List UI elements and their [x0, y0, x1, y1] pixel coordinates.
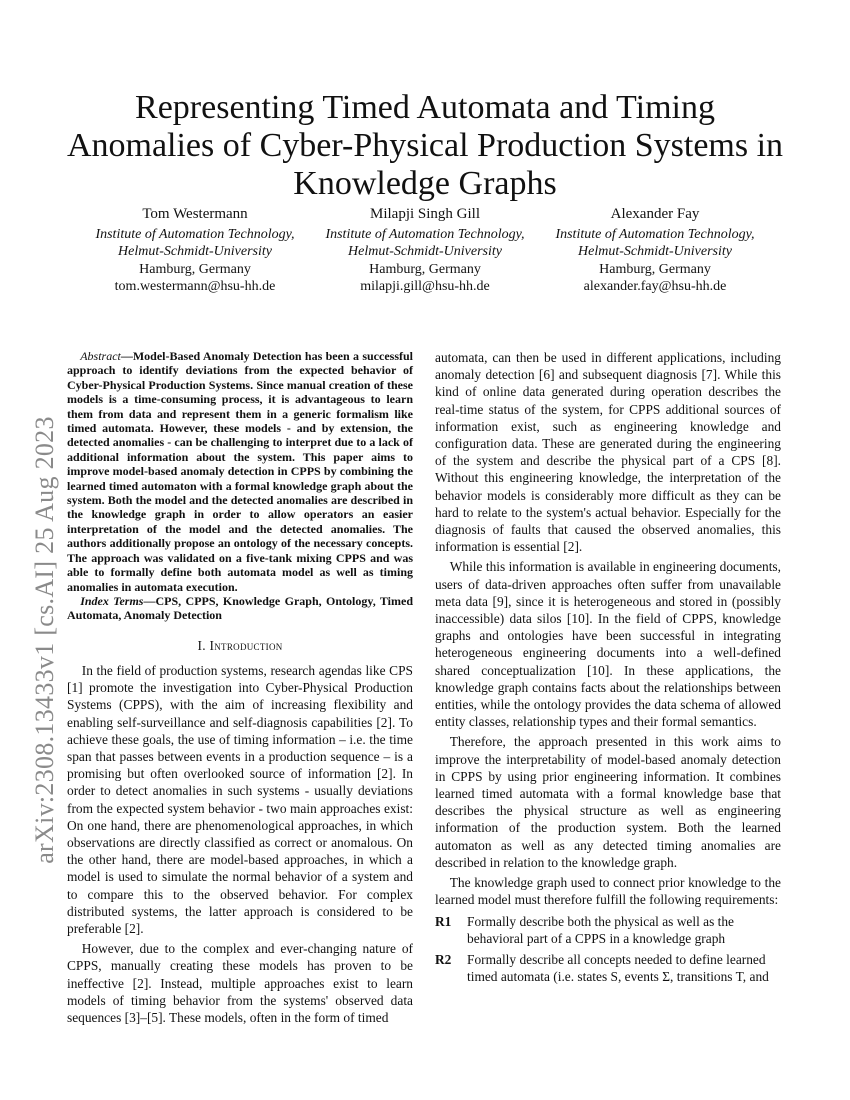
author-block — [80, 206, 770, 296]
index-terms-text: —CPS, CPPS, Knowledge Graph, Ontology, Timed Automata, Anomaly Detection — [67, 593, 413, 623]
paragraph: However, due to the complex and ever-changing nature of CPPS, manually creating these models has proven to be ineffective [2]. Instead, multiple approaches exist to learn models of timing behavior from the systems' observed data sequences [3]–[5]. These models, often in the form of timed — [67, 941, 413, 1025]
paragraph-continuation: automata, can then be used in different applications, including anomaly detection [6] and subsequent diagnosis [7]. While this kind of online data generated during operation describes the real-time status of the system, for CPPS additional sources of information exist, such as engineering knowledge and configuration data. These are generated during the engineering of the system and describe the physical part of a CPS [8]. Without this engineering knowledge, the interpretation of the behavior models is considerably more difficult as they can be hard to relate to the system's actual behavior. Especially for the diagnosis of faults that caused the observed anomalies, this information is essential [2]. — [435, 350, 781, 555]
author-affiliation: Institute of Automation Technology, — [325, 226, 525, 242]
author-name: Tom Westermann — [142, 206, 248, 222]
right-column — [435, 349, 781, 985]
author-city: Hamburg, Germany — [369, 261, 481, 277]
abstract — [67, 349, 413, 594]
requirement-label: R2 — [435, 951, 452, 967]
section-title: Introduction — [209, 637, 283, 653]
index-terms — [67, 594, 413, 623]
paragraph: Therefore, the approach presented in this work aims to improve the interpretability of model-based anomaly detection in CPPS by using prior engineering information. It combines learned timed automata with a formal knowledge base that describes the physical structure as well as engineering information of the production system. Both the learned automaton as well as any detected timing anomalies are described in relation to the knowledge graph. — [435, 734, 781, 870]
author-affiliation: Institute of Automation Technology, — [555, 226, 755, 242]
index-terms-lead: Index Terms — [80, 593, 144, 608]
author-name: Alexander Fay — [610, 206, 700, 222]
author-city: Hamburg, Germany — [599, 261, 711, 277]
author-university: Helmut-Schmidt-University — [118, 244, 272, 259]
author-3 — [540, 206, 770, 296]
author-city: Hamburg, Germany — [139, 261, 251, 277]
requirement-item — [435, 951, 781, 985]
arxiv-identifier: arXiv:2308.13433v1 [cs.AI] 25 Aug 2023 — [30, 416, 59, 864]
author-name: Milapji Singh Gill — [369, 206, 480, 222]
abstract-text: —Model-Based Anomaly Detection has been a successful approach to identify deviations from the expected behavior of Cyber-Physical Production Systems. Since manual creation of these models is a time-consuming process, it is advantageous to learn them from data and represent them in a generic formalism like timed automata. However, these models - and by extension, the detected anomalies - can be challenging to interpret due to a lack of additional information about the system. This paper aims to improve model-based anomaly detection in CPPS by combining the learned timed automaton with a formal knowledge graph about the system. Both the model and the detected anomalies are described in the knowledge graph in order to allow operators an easier interpretation of the model and the detected anomalies. The authors additionally propose an ontology of the necessary concepts. The approach was validated on a five-tank mixing CPPS and was able to formally define both automata model as well as timing anomalies in automata execution. — [67, 349, 413, 594]
requirement-text: Formally describe both the physical as well as the behavioral part of a CPPS in a knowledge graph — [467, 913, 735, 946]
paragraph: The knowledge graph used to connect prior knowledge to the learned model must therefore fulfill the following requirements: — [435, 875, 781, 908]
author-email[interactable]: milapji.gill@hsu-hh.de — [360, 279, 490, 294]
left-column — [67, 349, 413, 1029]
section-heading-introduction — [67, 637, 413, 654]
paragraph: In the field of production systems, research agendas like CPS [1] promote the investigation into Cyber-Physical Production Systems (CPPS), with the aim of increasing flexibility and enabling self-surveillance and self-diagnosis capabilities [2]. To achieve these goals, the use of timing information – i.e. the time span that passes between events in a production sequence – is a promising but often overlooked source of information [2]. In order to detect anomalies in such systems - usually deviations from the expected system behavior - two main approaches exist: On one hand, there are phenomenological approaches, in which observations are directly classified as correct or anomalous. On the other hand, there are model-based approaches, in which a model is used to simulate the normal behavior of a system and to compare this to the observed behavior. For complex distributed systems, the latter approach is considered to be preferable [2]. — [67, 662, 413, 936]
author-affiliation: Institute of Automation Technology, — [95, 226, 295, 242]
author-email[interactable]: alexander.fay@hsu-hh.de — [583, 279, 727, 294]
section-number: I. — [197, 637, 210, 653]
author-university: Helmut-Schmidt-University — [578, 244, 732, 259]
author-2 — [310, 206, 540, 296]
requirement-label: R1 — [435, 913, 452, 929]
author-university: Helmut-Schmidt-University — [348, 244, 502, 259]
author-email[interactable]: tom.westermann@hsu-hh.de — [114, 279, 276, 294]
author-1 — [80, 206, 310, 296]
paper-title: Representing Timed Automata and Timing Anomalies of Cyber-Physical Production Systems in Knowledge Graphs — [66, 88, 784, 202]
requirement-item — [435, 913, 781, 947]
paragraph: While this information is available in engineering documents, users of data-driven approaches often suffer from unavailable meta data [9], since it is heterogeneous and stored in (possibly inaccessible) data silos [10]. In the field of CPPS, knowledge graphs and ontologies have been successful in integrating heterogeneous engineering documents into a well-defined shared conceptualization [10]. In these applications, the knowledge graph contains facts about the relationships between entities, while the ontology provides the data schema of allowed entity classes, relationship types and their formal semantics. — [435, 559, 781, 730]
abstract-lead: Abstract — [80, 349, 121, 363]
requirement-text: Formally describe all concepts needed to define learned timed automata (i.e. states S, events Σ, transitions T, and — [467, 951, 769, 985]
